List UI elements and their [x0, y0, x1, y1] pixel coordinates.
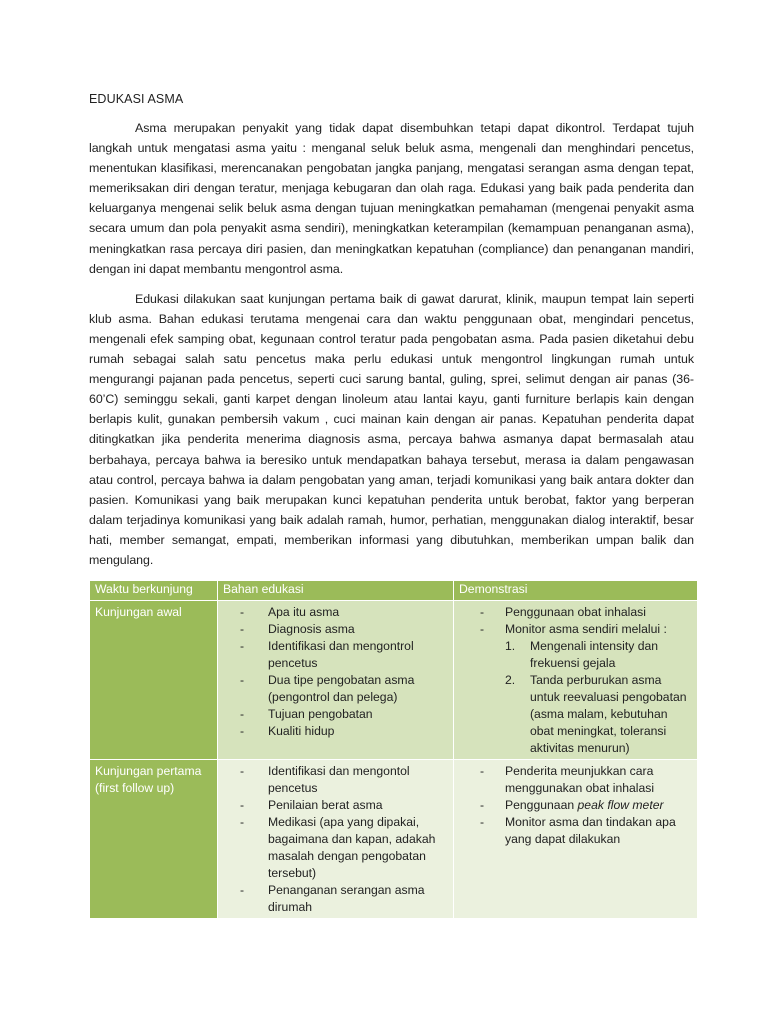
list-item: - Identifikasi dan mengontrol pencetus — [222, 638, 449, 672]
list-item: - Identifikasi dan mengontol pencetus — [222, 763, 449, 797]
list-item: - Penilaian berat asma — [222, 797, 449, 814]
cell-bahan-pertama — [218, 760, 454, 919]
cell-demo-awal — [454, 601, 698, 760]
header-bahan: Bahan edukasi — [218, 581, 454, 601]
document-content — [89, 92, 694, 919]
list-item: - Dua tipe pengobatan asma (pengontrol dan pelega) — [222, 672, 449, 706]
paragraph-intro: Asma merupakan penyakit yang tidak dapat disembuhkan tetapi dapat dikontrol. Terdapat tujuh langkah untuk mengatasi asma yaitu : menganal seluk beluk asma, mengenali dan menghindari pencetus, menentukan klasifikasi, merencanakan pengobatan jangka panjang, mengatasi serangan asma dengan tepat, memeriksakan diri dengan teratur, menjaga kebugaran dan olah raga. Edukasi yang baik pada penderita dan keluarganya mengenai selik beluk asma dengan tujuan meningkatkan pemahaman (mengenai penyakit asma secara umum dan pola penyakit asma sendiri), meningkatkan keterampilan (kemampuan penanganan asma), meningkatkan rasa percaya diri pasien, dan meningkatkan kepatuhan (compliance) dan penanganan mandiri, dengan ini dapat membantu mengontrol asma. — [89, 121, 694, 276]
cell-demo-pertama — [454, 760, 698, 919]
header-waktu: Waktu berkunjung — [90, 581, 218, 601]
list-item-text: Penggunaan — [505, 798, 578, 813]
cell-bahan-awal — [218, 601, 454, 760]
list-item: - Penderita meunjukkan cara menggunakan obat inhalasi — [458, 763, 693, 797]
list-item — [458, 621, 693, 757]
list-item-italic: peak flow meter — [577, 798, 664, 813]
table-row — [90, 760, 698, 919]
item-text: Tanda perburukan asma untuk reevaluasi pengobatan (asma malam, kebutuhan obat meningkat, toleransi aktivitas menurun) — [530, 673, 687, 756]
row-label-kunjungan-awal: Kunjungan awal — [90, 601, 218, 760]
header-demonstrasi: Demonstrasi — [454, 581, 698, 601]
education-table — [89, 580, 698, 919]
list-item: - Kualiti hidup — [222, 723, 449, 740]
list-item: - Monitor asma dan tindakan apa yang dapat dilakukan — [458, 814, 693, 848]
numbered-list — [505, 638, 693, 757]
document-title: EDUKASI ASMA — [89, 92, 184, 106]
list-item: - Diagnosis asma — [222, 621, 449, 638]
table-row — [90, 601, 698, 760]
row-label-kunjungan-pertama: Kunjungan pertama (first follow up) — [90, 760, 218, 919]
list-item: - Penanganan serangan asma dirumah — [222, 882, 449, 916]
numbered-item — [505, 672, 693, 757]
list-item: - Tujuan pengobatan — [222, 706, 449, 723]
numbered-item — [505, 638, 693, 672]
table-header-row — [90, 581, 698, 601]
list-item: - Apa itu asma — [222, 604, 449, 621]
list-item: - Medikasi (apa yang dipakai, bagaimana dan kapan, adakah masalah dengan pengobatan tersebut) — [222, 814, 449, 882]
list-item — [458, 797, 693, 814]
list-item-text: Monitor asma sendiri melalui : — [505, 622, 667, 637]
item-number: 2. — [505, 673, 516, 688]
paragraph-education: Edukasi dilakukan saat kunjungan pertama baik di gawat darurat, klinik, maupun tempat lain seperti klub asma. Bahan edukasi terutama mengenai cara dan waktu penggunaan obat, mengindari pencetus, mengenali efek samping obat, kegunaan control teratur pada pengobatan asma. Pada pasien diketahui debu rumah sebagai salah satu pencetus maka perlu edukasi untuk mengontrol lingkungan rumah untuk mengurangi pajanan pada pencetus, seperti cuci sarung bantal, guling, sprei, selimut dengan air panas (36-60’C) seminggu sekali, ganti karpet dengan linoleum atau lantai kayu, ganti furniture berlapis kain dengan berlapis kulit, gunakan pembersih vakum , cuci mainan kain dengan air panas. Kepatuhan penderita dapat ditingkatkan jika penderita menerima diagnosis asma, percaya bahwa asmanya dapat bermasalah atau berbahaya, percaya bahwa ia beresiko untuk mendapatkan bahaya tersebut, merasa ia dalam pengawasan atau control, percaya bahwa ia dalam pengobatan yang aman, terjadi komunikasi yang baik antara dokter dan pasien. Komunikasi yang baik merupakan kunci kepatuhan penderita untuk berobat, faktor yang berperan dalam terjadinya komunikasi yang baik adalah ramah, humor, perhatian, menggunakan dialog interaktif, besar hati, member semangat, empati, memberikan informasi yang dibutuhkan, memberikan umpan balik dan mengulang. — [89, 291, 694, 567]
item-text: Mengenali intensity dan frekuensi gejala — [530, 639, 659, 671]
item-number: 1. — [505, 639, 516, 654]
list-item: - Penggunaan obat inhalasi — [458, 604, 693, 621]
